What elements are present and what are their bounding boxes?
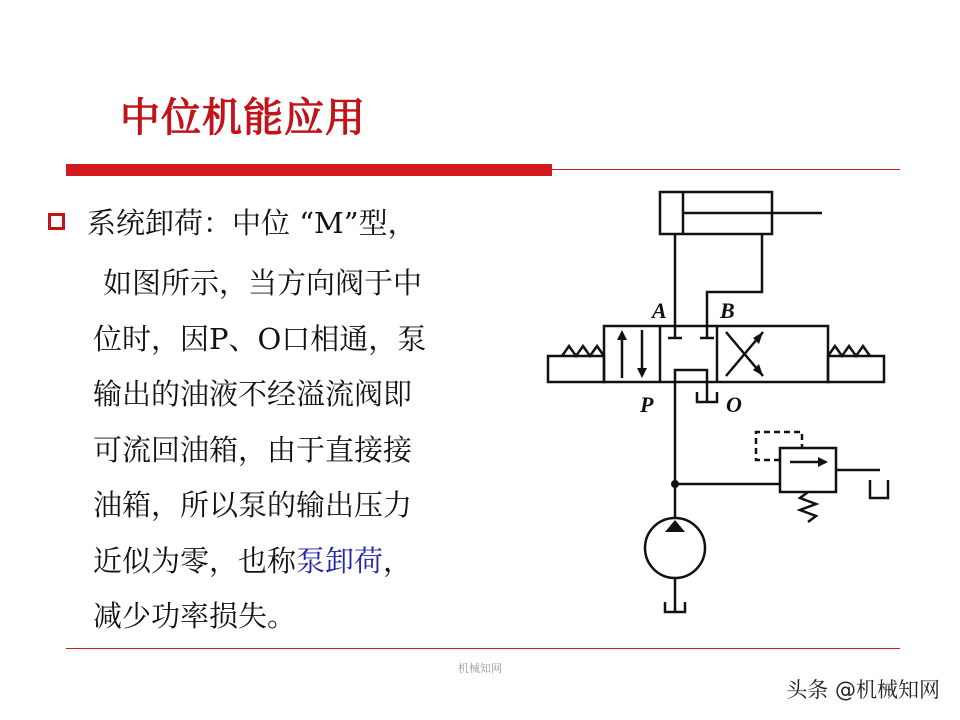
relief-spring-icon	[800, 492, 816, 522]
bullet-item	[48, 196, 417, 246]
body-line-6-text: 近似为零，也称	[93, 543, 297, 578]
title-underline-bar	[66, 164, 552, 176]
port-p-label: P	[640, 392, 654, 417]
footer-text: 机械知网	[458, 662, 502, 675]
right-actuator	[828, 356, 884, 382]
body-line-5: 油箱，所以泵的输出压力	[93, 488, 413, 522]
footer-divider	[66, 648, 900, 649]
tank-relief-icon	[870, 480, 888, 498]
body-line-6	[93, 534, 523, 590]
pump-unloading-highlight: 泵卸荷	[296, 543, 384, 578]
body-line-4: 可流回油箱，由于直接接	[93, 432, 413, 467]
page-title: 中位机能应用	[120, 95, 366, 141]
port-o-label: O	[726, 392, 742, 417]
port-b-label: B	[720, 298, 735, 323]
relief-valve	[780, 448, 836, 492]
right-spring-icon	[828, 346, 870, 356]
port-a-label: A	[652, 298, 667, 323]
body-line-3: 输出的油液不经溢流阀即	[93, 377, 413, 411]
left-actuator	[548, 356, 604, 382]
body-paragraph	[93, 256, 523, 645]
body-line-7: 减少功率损失。	[93, 599, 297, 633]
watermark: 头条 @机械知网	[786, 678, 940, 702]
body-line-1: 如图所示，当方向阀于中	[103, 266, 423, 300]
body-line-6-tail: ，	[383, 543, 413, 578]
title-underline-thin	[552, 169, 900, 170]
body-line-2: 位时，因P、O口相通，泵	[93, 321, 427, 356]
left-spring-icon	[562, 346, 604, 356]
bullet-text: 系统卸荷：中位 “M”型，	[87, 205, 417, 240]
square-bullet-icon	[48, 213, 65, 230]
hydraulic-circuit-diagram	[540, 180, 900, 640]
